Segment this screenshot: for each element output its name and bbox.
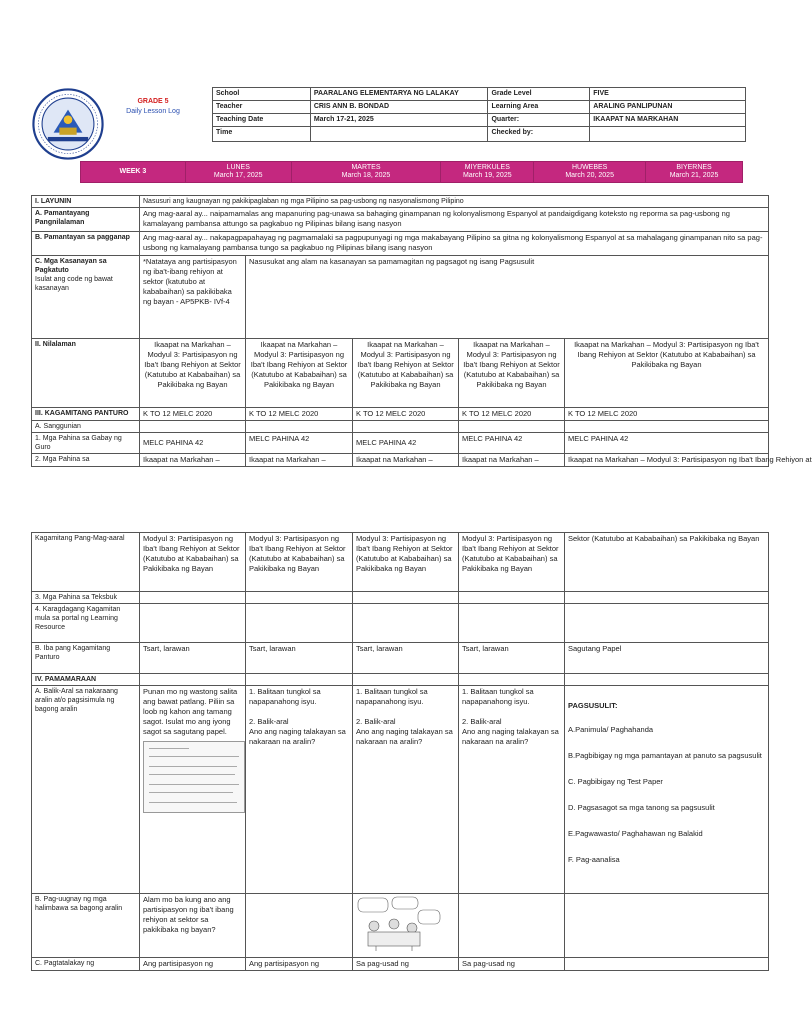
pagsusulit-title: PAGSUSULIT: <box>568 701 618 710</box>
day-date: March 19, 2025 <box>462 172 512 179</box>
day-header-miyerkules <box>441 162 534 183</box>
day-name: BIYERNES <box>676 164 712 171</box>
cell-text: Sa pag-usad ng <box>459 958 565 971</box>
info-label: Grade Level <box>488 88 590 101</box>
info-value <box>310 127 488 142</box>
day-date: March 20, 2025 <box>565 172 614 179</box>
cell-text: MELC PAHINA 42 <box>140 433 246 454</box>
day-date: March 17, 2025 <box>213 172 263 179</box>
table-row <box>32 674 769 686</box>
deped-seal-logo <box>32 88 104 160</box>
balik-cell <box>140 686 246 894</box>
cell-text: Modyul 3: Partisipasyon ng Iba't Ibang Rehiyon at Sektor (Katutubo at Kababaihan) sa Pakikibaka ng Bayan <box>353 533 459 592</box>
cell-text: Modyul 3: Partisipasyon ng Iba't Ibang Rehiyon at Sektor (Katutubo at Kababaihan) sa Pakikibaka ng Bayan <box>246 533 353 592</box>
week-header <box>80 161 743 183</box>
day-date: March 21, 2025 <box>669 172 719 179</box>
info-row <box>213 127 746 142</box>
day-name: MARTES <box>351 164 381 171</box>
info-label: Checked by: <box>488 127 590 142</box>
cell-text: K TO 12 MELC 2020 <box>565 408 769 421</box>
table-row <box>32 421 769 433</box>
row-label: II. Nilalaman <box>32 339 140 408</box>
row-label: 3. Mga Pahina sa Teksbuk <box>32 592 140 604</box>
row-label: 2. Mga Pahina sa <box>32 454 140 467</box>
info-value: ARALING PANLIPUNAN <box>590 101 746 114</box>
info-value: CRIS ANN B. BONDAD <box>310 101 488 114</box>
table-row <box>32 958 769 971</box>
day-header-lunes <box>185 162 291 183</box>
info-label: Time <box>213 127 311 142</box>
cell-text: Tsart, larawan <box>353 643 459 674</box>
cell-text: Ikaapat na Markahan – <box>459 454 565 467</box>
log-title: Daily Lesson Log <box>126 108 180 115</box>
info-value: PAARALANG ELEMENTARYA NG LALAKAY <box>310 88 488 101</box>
cell-text: Ikaapat na Markahan – Modyul 3: Partisipasyon ng Iba't Ibang Rehiyon at Sektor (Katutubo at Kababaihan) sa Pakikibaka ng Bayan <box>246 339 353 408</box>
table-row <box>32 533 769 592</box>
list-item: A.Panimula/ Paghahanda <box>568 725 654 734</box>
worksheet-image <box>143 741 245 813</box>
table-row <box>32 408 769 421</box>
cell-text: MELC PAHINA 42 <box>353 433 459 454</box>
lesson-table-top <box>31 195 812 467</box>
cell-text: Ikaapat na Markahan – <box>140 454 246 467</box>
day-header-huwebes <box>534 162 646 183</box>
table-row <box>32 196 769 208</box>
info-label: Teaching Date <box>213 114 311 127</box>
lesson-table-bottom <box>31 532 769 971</box>
cell-text: K TO 12 MELC 2020 <box>246 408 353 421</box>
cell-text: Alam mo ba kung ano ang partisipasyon ng iba't ibang rehiyon at sektor sa pakikibaka ng bayan? <box>140 894 246 958</box>
cell-text: 1. Balitaan tungkol sa napapanahong isyu. 2. Balik-aral Ano ang naging talakayan sa nakaraan na aralin? <box>459 686 565 894</box>
row-label: B. Iba pang Kagamitang Panturo <box>32 643 140 674</box>
cell-text: MELC PAHINA 42 <box>246 433 353 454</box>
cell-text: MELC PAHINA 42 <box>459 433 565 454</box>
cell-text: Sagutang Papel <box>565 643 769 674</box>
day-name: LUNES <box>226 164 250 171</box>
cartoon-cell <box>353 894 459 958</box>
row-label: A. Sanggunian <box>32 421 140 433</box>
row-text: Ang mag-aaral ay... naipamamalas ang mapanuring pag-unawa sa bahaging ginampanan ng kolonyalismong Espanyol at pandaigdigang koteksto ng reporma sa pag-usbong ng kamalayang pambansa attungo sa pagkabuo ng Pilipinas bilang isang nasyon <box>140 208 769 232</box>
info-label: Teacher <box>213 101 311 114</box>
table-row <box>32 643 769 674</box>
list-item: F. Pag-aanalisa <box>568 855 620 864</box>
table-row <box>32 894 769 958</box>
day-header-martes <box>291 162 441 183</box>
list-item: C. Pagbibigay ng Test Paper <box>568 777 663 786</box>
cell-text: Ikaapat na Markahan – Modyul 3: Partisipasyon ng Iba't Ibang Rehiyon at <box>565 454 769 467</box>
row-text: Ang mag-aaral ay... nakapagpapahayag ng pagmamalaki sa pagpupunyagi ng mga makabayang Pilipino sa gitna ng kolonyalismong Espanyol at sa mahalagang ginampanan nito sa pag- usbong ng kamalayang pambansa tungo sa pagkabuo ng Pilipinas bilang isang nasyon <box>140 232 769 256</box>
info-value: March 17-21, 2025 <box>310 114 488 127</box>
cell-text: *Natataya ang partisipasyon ng iba't-ibang rehiyon at sektor (katutubo at kababaihan) sa pakikibaka ng bayan - AP5PKB- IVf-4 <box>140 256 246 339</box>
cell-text: Sektor (Katutubo at Kababaihan) sa Pakikibaka ng Bayan <box>565 533 769 592</box>
cell-text: K TO 12 MELC 2020 <box>353 408 459 421</box>
table-row <box>32 339 769 408</box>
cell-text: K TO 12 MELC 2020 <box>140 408 246 421</box>
table-row <box>32 232 769 256</box>
row-label: B. Pamantayan sa pagganap <box>32 232 140 256</box>
cell-text: Tsart, larawan <box>459 643 565 674</box>
day-name: HUWEBES <box>571 164 608 171</box>
cell-text: Ang partisipasyon ng <box>140 958 246 971</box>
cell-text: Tsart, larawan <box>140 643 246 674</box>
info-table <box>212 87 746 142</box>
cell-text: 1. Balitaan tungkol sa napapanahong isyu. 2. Balik-aral Ano ang naging talakayan sa nakaraan na aralin? <box>353 686 459 894</box>
grade-label: GRADE 5 <box>137 98 169 105</box>
info-row <box>213 101 746 114</box>
cell-text: Ikaapat na Markahan – Modyul 3: Partisipasyon ng Iba't Ibang Rehiyon at Sektor (Katutubo at Kababaihan) sa Pakikibaka ng Bayan <box>140 339 246 408</box>
row-label: A. Pamantayang Pangnilalaman <box>32 208 140 232</box>
row-label: III. KAGAMITANG PANTURO <box>32 408 140 421</box>
info-value <box>590 127 746 142</box>
day-name: MIYERKULES <box>464 164 510 171</box>
info-label: Learning Area <box>488 101 590 114</box>
info-value: FIVE <box>590 88 746 101</box>
table-row <box>32 208 769 232</box>
list-item: B.Pagbibigay ng mga pamantayan at panuto sa pagsusulit <box>568 751 762 760</box>
cell-text: Modyul 3: Partisipasyon ng Iba't Ibang Rehiyon at Sektor (Katutubo at Kababaihan) sa Pakikibaka ng Bayan <box>459 533 565 592</box>
table-row <box>32 592 769 604</box>
cell-text: Ikaapat na Markahan – Modyul 3: Partisipasyon ng Iba't Ibang Rehiyon at Sektor (Katutubo at Kababaihan) sa Pakikibaka ng Bayan <box>459 339 565 408</box>
table-row <box>32 433 769 454</box>
row-label-cell <box>32 256 140 339</box>
cell-text: Tsart, larawan <box>246 643 353 674</box>
cell-text: Modyul 3: Partisipasyon ng Iba't Ibang Rehiyon at Sektor (Katutubo at Kababaihan) sa Pakikibaka ng Bayan <box>140 533 246 592</box>
row-sublabel: Isulat ang code ng bawat kasanayan <box>35 276 113 292</box>
row-label: Kagamitang Pang-Mag-aaral <box>32 533 140 592</box>
week-label: WEEK 3 <box>81 162 186 183</box>
info-label: School <box>213 88 311 101</box>
info-label: Quarter: <box>488 114 590 127</box>
info-row <box>213 88 746 101</box>
cell-text: Ang partisipasyon ng <box>246 958 353 971</box>
cell-text: Nasusukat ang alam na kasanayan sa pamamagitan ng pagsagot ng isang Pagsusulit <box>246 256 769 339</box>
row-label: C. Mga Kasanayan sa Pagkatuto <box>35 258 107 274</box>
table-row <box>32 686 769 894</box>
info-row <box>213 114 746 127</box>
list-item: D. Pagsasagot sa mga tanong sa pagsusulit <box>568 803 715 812</box>
list-item: E.Pagwawasto/ Paghahawan ng Balakid <box>568 829 703 838</box>
table-row <box>32 604 769 643</box>
table-row <box>32 256 769 339</box>
table-row <box>32 454 769 467</box>
row-label: I. LAYUNIN <box>32 196 140 208</box>
cell-text: 1. Balitaan tungkol sa napapanahong isyu. 2. Balik-aral Ano ang naging talakayan sa nakaraan na aralin? <box>246 686 353 894</box>
row-label: 4. Karagdagang Kagamitan mula sa portal ng Learning Resource <box>32 604 140 643</box>
row-label: B. Pag-uugnay ng mga halimbawa sa bagong aralin <box>32 894 140 958</box>
cell-text: Ikaapat na Markahan – <box>246 454 353 467</box>
cell-text: Punan mo ng wastong salita ang bawat patlang. Piliin sa loob ng kahon ang tamang sagot. Isulat mo ang iyong sagot sa sagutang papel. <box>143 687 238 736</box>
day-header-biyernes <box>646 162 743 183</box>
row-label: IV. PAMAMARAAN <box>32 674 140 686</box>
cell-text: Ikaapat na Markahan – Modyul 3: Partisipasyon ng Iba't Ibang Rehiyon at Sektor (Katutubo at Kababaihan) sa Pakikibaka ng Bayan <box>353 339 459 408</box>
pagsusulit-cell <box>565 686 769 894</box>
day-date: March 18, 2025 <box>341 172 391 179</box>
cell-text: Ikaapat na Markahan – Modyul 3: Partisipasyon ng Iba't Ibang Rehiyon at Sektor (Katutubo at Kababaihan) sa Pakikibaka ng Bayan <box>565 339 769 408</box>
cell-text: K TO 12 MELC 2020 <box>459 408 565 421</box>
cell-text: MELC PAHINA 42 <box>565 433 769 454</box>
row-label: A. Balik-Aral sa nakaraang aralin at/o pagsisimula ng bagong aralin <box>32 686 140 894</box>
cell-text: Sa pag-usad ng <box>353 958 459 971</box>
info-value: IKAAPAT NA MARKAHAN <box>590 114 746 127</box>
row-text: Nasusuri ang kaugnayan ng pakikipaglaban ng mga Pilipino sa pag-usbong ng nasyonalismong Pilipino <box>140 196 769 208</box>
row-label: 1. Mga Pahina sa Gabay ng Guro <box>32 433 140 454</box>
discussion-cartoon-image <box>356 896 442 952</box>
row-label: C. Pagtatalakay ng <box>32 958 140 971</box>
cell-text: Ikaapat na Markahan – <box>353 454 459 467</box>
